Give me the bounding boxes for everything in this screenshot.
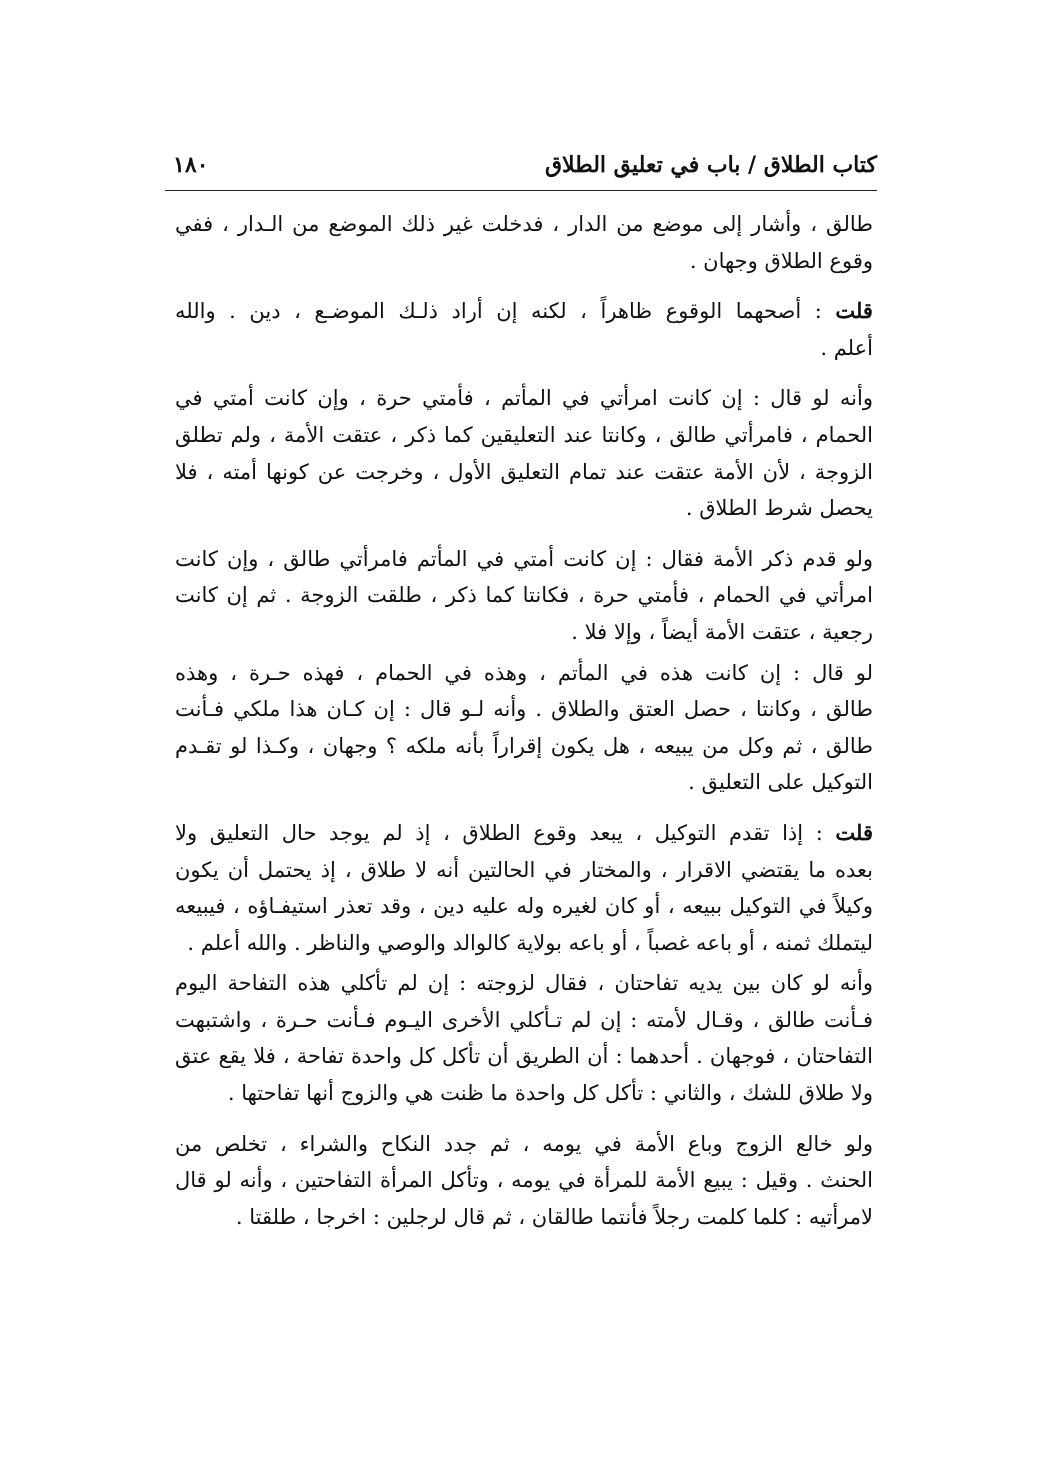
- text-line: وقوع الطلاق وجهان .: [689, 248, 873, 273]
- paragraph-4: [175, 541, 873, 651]
- paragraph-7: [175, 965, 873, 1111]
- text-line: ولا طلاق للشك ، والثاني : تأكل كل واحدة ما ظنت هي والزوج أنها تفاحتها .: [227, 1081, 873, 1106]
- text-line: ليتملك ثمنه ، أو باعه غصباً ، أو باعه بولاية كالوالد والوصي والناظر . والله أعلم .: [187, 930, 873, 955]
- text-line: ولو خالع الزوج وباع الأمة في يومه ، ثم جدد النكاح والشراء ، تخلص من: [175, 1131, 873, 1156]
- text-line: وأنه لو كان بين يديه تفاحتان ، فقال لزوجته : إن لم تأكلي هذه التفاحة اليوم: [175, 971, 873, 996]
- text-line: امرأتي في الحمام ، فأمتي حرة ، فكانتا كما ذكر ، طلقت الزوجة . ثم إن كانت: [175, 583, 873, 608]
- page-number: ١٨٠: [173, 152, 209, 178]
- text-line: وأنه لو قال : إن كانت امرأتي في المأتم ، فأمتي حرة ، وإن كانت أمتي في: [175, 386, 873, 411]
- chapter-title: كتاب الطلاق / باب في تعليق الطلاق: [544, 152, 877, 178]
- qult-label: قلت: [835, 819, 873, 845]
- running-header: [165, 142, 877, 191]
- text-line: [175, 815, 873, 852]
- text-line: طالق ، وكانتا ، حصل العتق والطلاق . وأنه لـو قال : إن كـان هذا ملكي فـأنت: [175, 697, 873, 722]
- text-line: بعده ما يقتضي الاقرار ، والمختار في الحالتين أنه لا طلاق ، إذ يحتمل أن يكون: [175, 857, 873, 882]
- paragraph-1: [175, 206, 873, 279]
- text-line: رجعية ، عتقت الأمة أيضاً ، وإلا فلا .: [571, 619, 873, 644]
- text-line: وكيلاً في التوكيل ببيعه ، أو كان لغيره وله عليه دين ، وقد تعذر استيفـاؤه ، فيبيعه: [175, 894, 873, 919]
- paragraph-3: [175, 380, 873, 526]
- paragraph-2: [175, 293, 873, 366]
- text-line-content: : إذا تقدم التوكيل ، يبعد وقوع الطلاق ، إذ لم يوجد حال التعليق ولا: [175, 820, 823, 845]
- text-line: فـأنت طالق ، وقـال لأمته : إن لم تـأكلي الأخرى اليـوم فـأنت حـرة ، واشتبهت: [175, 1007, 873, 1032]
- text-line: لو قال : إن كانت هذه في المأتم ، وهذه في الحمام ، فهذه حـرة ، وهذه: [175, 660, 873, 685]
- paragraph-8: [175, 1126, 873, 1236]
- text-line-content: : أصحهما الوقوع ظاهراً ، لكنه إن أراد ذلـك الموضـع ، دين . والله: [175, 299, 822, 324]
- paragraph-5: [175, 655, 873, 801]
- text-line: يحصل شرط الطلاق .: [685, 496, 873, 521]
- paragraph-6: [175, 815, 873, 961]
- text-line: التفاحتان ، فوجهان . أحدهما : أن الطريق أن تأكل كل واحدة تفاحة ، فلا يقع عتق: [175, 1044, 873, 1069]
- text-line: لامرأتيه : كلما كلمت رجلاً فأنتما طالقان ، ثم قال لرجلين : اخرجا ، طلقتا .: [235, 1204, 873, 1229]
- text-line: ولو قدم ذكر الأمة فقال : إن كانت أمتي في المأتم فامرأتي طالق ، وإن كانت: [175, 546, 873, 571]
- body-text: [175, 206, 873, 1249]
- text-line: الحنث . وقيل : يبيع الأمة للمرأة في يومه ، وتأكل المرأة التفاحتين ، وأنه لو قال: [175, 1168, 873, 1193]
- text-line: الحمام ، فامرأتي طالق ، وكانتا عند التعليقين كما ذكر ، عتقت الأمة ، ولم تطلق: [175, 422, 873, 447]
- text-line: [175, 293, 873, 330]
- text-line: طالق ، ثم وكل من يبيعه ، هل يكون إقراراً بأنه ملكه ؟ وجهان ، وكـذا لو تقـدم: [175, 733, 873, 758]
- text-line: التوكيل على التعليق .: [688, 770, 873, 795]
- text-line: الزوجة ، لأن الأمة عتقت عند تمام التعليق الأول ، وخرجت عن كونها أمته ، فلا: [175, 459, 873, 484]
- qult-label: قلت: [835, 298, 873, 324]
- text-line: أعلم .: [820, 335, 873, 360]
- text-line: طالق ، وأشار إلى موضع من الدار ، فدخلت غير ذلك الموضع من الـدار ، ففي: [175, 212, 873, 236]
